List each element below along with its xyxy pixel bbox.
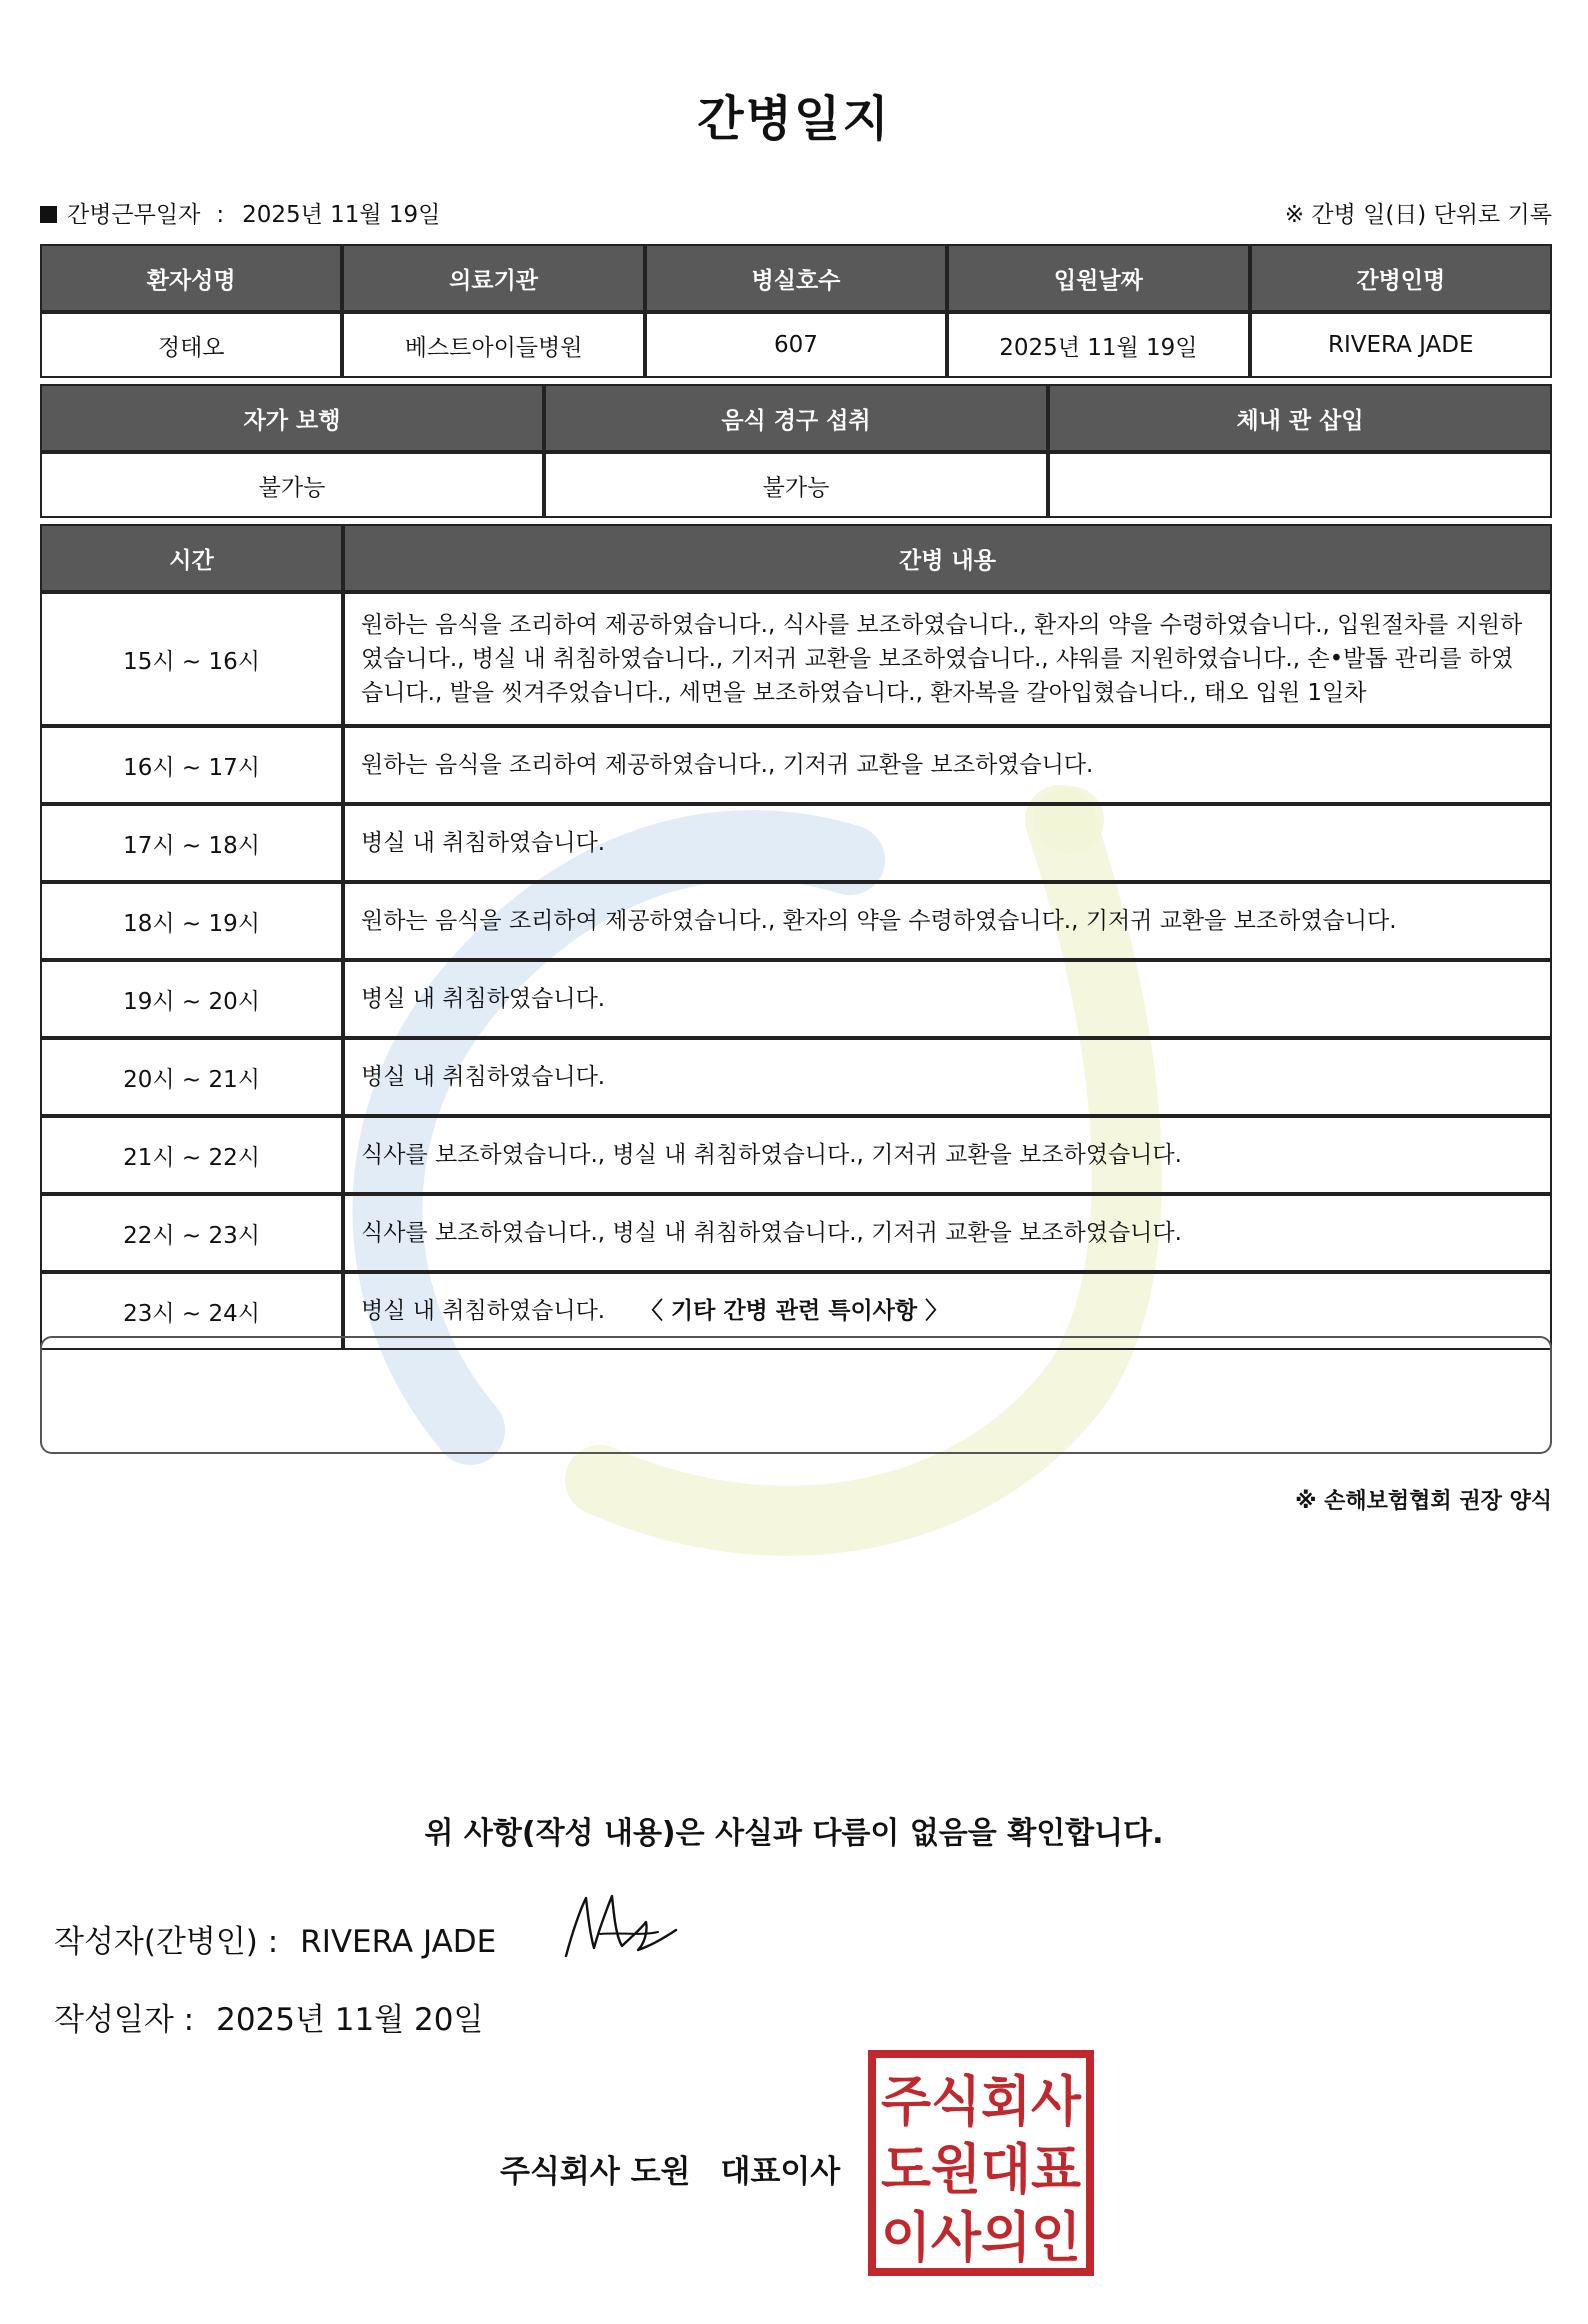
log-content: 원하는 음식을 조리하여 제공하였습니다., 기저귀 교환을 보조하였습니다. (343, 726, 1552, 804)
header-hospital: 의료기관 (342, 244, 644, 312)
log-time: 17시 ~ 18시 (40, 804, 343, 882)
company-title: 대표이사 (720, 2154, 841, 2190)
special-notes-title: 〈 기타 간병 관련 특이사항 〉 (639, 1298, 949, 1324)
log-time: 16시 ~ 17시 (40, 726, 343, 804)
care-log-table (40, 524, 1552, 1350)
writer-label: 작성자(간병인) : (54, 1924, 279, 1960)
value-tube-insertion (1048, 452, 1552, 518)
seal-line-2: 도원대표 (881, 2138, 1081, 2201)
value-hospital: 베스트아이들병원 (342, 312, 644, 378)
log-time: 19시 ~ 20시 (40, 960, 343, 1038)
header-tube-insertion: 체내 관 삽입 (1048, 384, 1552, 452)
table-row (40, 882, 1552, 960)
header-care-content: 간병 내용 (343, 524, 1552, 592)
seal-line-1: 주식회사 (881, 2070, 1082, 2133)
log-content: 식사를 보조하였습니다., 병실 내 취침하였습니다., 기저귀 교환을 보조하였습니다. (343, 1116, 1552, 1194)
work-date-value: 2025년 11월 19일 (242, 202, 441, 228)
log-content: 병실 내 취침하였습니다. (343, 804, 1552, 882)
log-time: 20시 ~ 21시 (40, 1038, 343, 1116)
written-date-line (54, 1994, 483, 2039)
value-caregiver-name: RIVERA JADE (1250, 312, 1552, 378)
care-log-header-row (40, 524, 1552, 592)
table-row (40, 1038, 1552, 1116)
table-row (40, 1194, 1552, 1272)
value-patient-name: 정태오 (40, 312, 342, 378)
log-time: 23시 ~ 24시 (40, 1272, 343, 1350)
writer-line (54, 1916, 496, 1961)
square-bullet-icon (40, 206, 57, 223)
company-name: 주식회사 도원 (500, 2154, 691, 2190)
log-time: 18시 ~ 19시 (40, 882, 343, 960)
header-room-number: 병실호수 (645, 244, 947, 312)
work-date-line (40, 196, 440, 229)
work-date-label: 간병근무일자 (67, 202, 201, 228)
unit-note: ※ 간병 일(日) 단위로 기록 (1284, 202, 1552, 228)
value-self-walking: 불가능 (40, 452, 544, 518)
log-content: 병실 내 취침하였습니다. (343, 1038, 1552, 1116)
header-self-walking: 자가 보행 (40, 384, 544, 452)
log-time: 22시 ~ 23시 (40, 1194, 343, 1272)
seal-line-3: 이사의인 (881, 2206, 1081, 2269)
value-room-number: 607 (645, 312, 947, 378)
table-row (40, 804, 1552, 882)
written-date-label: 작성일자 : (54, 2002, 195, 2038)
header-oral-intake: 음식 경구 섭취 (544, 384, 1048, 452)
log-content: 병실 내 취침하였습니다. (343, 960, 1552, 1038)
header-patient-name: 환자성명 (40, 244, 342, 312)
written-date-value: 2025년 11월 20일 (216, 2002, 484, 2038)
log-content: 원하는 음식을 조리하여 제공하였습니다., 식사를 보조하였습니다., 환자의 약을 수령하였습니다., 입원절차를 지원하였습니다., 병실 내 취침하였습니다., 기저귀 교환을 보조하였습니다., 샤워를 지원하였습니다., 손•발톱 관리를 하였습니다., 발을 씻겨주었습니다., 세면을 보조하였습니다., 환자복을 갈아입혔습니다., 태오 입원 1일차 (343, 592, 1552, 726)
company-line (500, 2146, 840, 2191)
table-row (40, 1116, 1552, 1194)
table-row (40, 960, 1552, 1038)
table-row (40, 592, 1552, 726)
work-date-colon: : (216, 202, 225, 228)
log-time: 21시 ~ 22시 (40, 1116, 343, 1194)
header-admission-date: 입원날짜 (947, 244, 1249, 312)
handwritten-signature (560, 1886, 680, 1962)
value-oral-intake: 불가능 (544, 452, 1048, 518)
status-value-row (40, 452, 1552, 518)
patient-info-table (40, 244, 1552, 378)
company-seal-stamp (868, 2050, 1094, 2276)
writer-name: RIVERA JADE (300, 1924, 497, 1960)
confirmation-statement: 위 사항(작성 내용)은 사실과 다름이 없음을 확인합니다. (424, 1816, 1164, 1851)
header-time: 시간 (40, 524, 343, 592)
patient-status-table (40, 384, 1552, 518)
patient-info-value-row (40, 312, 1552, 378)
value-admission-date: 2025년 11월 19일 (947, 312, 1249, 378)
log-content: 식사를 보조하였습니다., 병실 내 취침하였습니다., 기저귀 교환을 보조하였습니다. (343, 1194, 1552, 1272)
document-title: 간병일지 (697, 91, 891, 147)
table-row (40, 726, 1552, 804)
form-recommendation-note: ※ 손해보험협회 권장 양식 (1295, 1489, 1552, 1514)
log-content: 병실 내 취침하였습니다. (343, 1272, 1552, 1350)
patient-info-header-row (40, 244, 1552, 312)
log-time: 15시 ~ 16시 (40, 592, 343, 726)
status-header-row (40, 384, 1552, 452)
header-caregiver-name: 간병인명 (1250, 244, 1552, 312)
special-notes-box (40, 1336, 1552, 1454)
log-content: 원하는 음식을 조리하여 제공하였습니다., 환자의 약을 수령하였습니다., 기저귀 교환을 보조하였습니다. (343, 882, 1552, 960)
